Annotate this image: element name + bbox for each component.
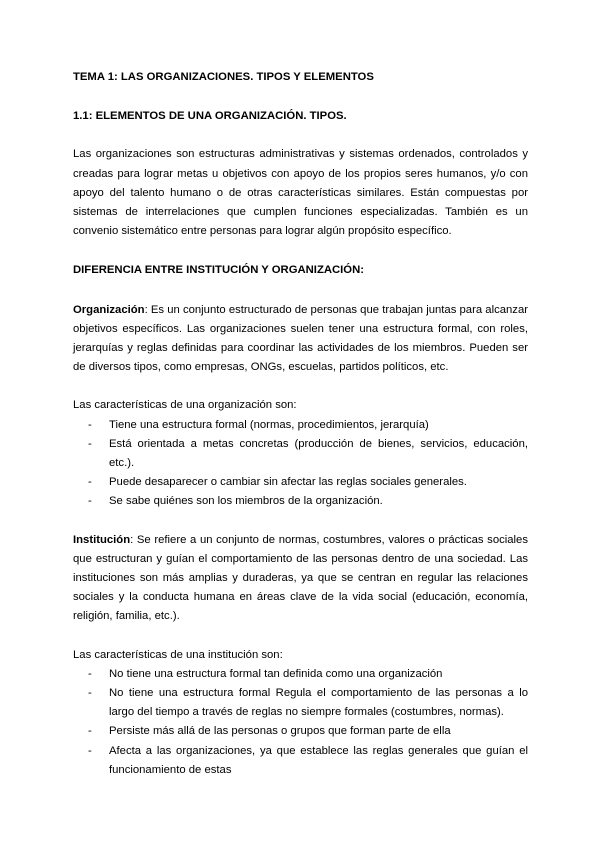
list-item-text: Tiene una estructura formal (normas, procedimientos, jerarquía) [109, 418, 429, 431]
list-item-text: No tiene una estructura formal Regula el comportamiento de las personas a lo largo del tiempo a través de reglas no siempre formales (costumbres, normas). [109, 687, 528, 719]
institution-definition: : Se refiere a un conjunto de normas, costumbres, valores o prácticas sociales que estructuran y guían el comportamiento de las personas dentro de una sociedad. Las instituciones son más amplias y duraderas, ya que se centran en regular las relaciones sociales y la conducta humana en áreas clave de la vida social (educación, economía, religión, familia, etc.). [73, 533, 528, 623]
list-item [73, 473, 528, 492]
list-marker: - [88, 667, 92, 680]
list-item-text: Puede desaparecer o cambiar sin afectar las reglas sociales generales. [109, 476, 467, 489]
list-marker: - [88, 725, 92, 738]
list-item [73, 665, 528, 684]
organization-definition: : Es un conjunto estructurado de personas que trabajan juntas para alcanzar objetivos específicos. Las organizaciones suelen tener una estructura formal, con roles, jerarquías y reglas definidas para coordinar las actividades de los miembros. Pueden ser de diversos tipos, como empresas, ONGs, escuelas, partidos políticos, etc. [73, 303, 528, 374]
list-item [73, 416, 528, 435]
list-marker: - [88, 418, 92, 431]
list-item-text: Se sabe quiénes son los miembros de la organización. [109, 495, 383, 508]
institution-list-intro: Las características de una institución son: [73, 648, 283, 661]
difference-heading: DIFERENCIA ENTRE INSTITUCIÓN Y ORGANIZACIÓN: [73, 264, 365, 277]
list-marker: - [88, 744, 92, 757]
list-item-text: Afecta a las organizaciones, ya que establece las reglas generales que guían el funcionamiento de estas [109, 744, 528, 776]
document-title: TEMA 1: LAS ORGANIZACIONES. TIPOS Y ELEMENTOS [73, 71, 374, 83]
list-item-text: Persiste más allá de las personas o grupos que forman parte de ella [109, 725, 451, 738]
list-item [73, 742, 528, 780]
list-marker: - [88, 687, 92, 700]
list-item-text: Está orientada a metas concretas (producción de bienes, servicios, educación, etc.). [109, 437, 528, 470]
organization-characteristics-list [73, 416, 528, 512]
list-item [73, 435, 528, 473]
list-item [73, 722, 528, 741]
list-item [73, 492, 528, 511]
list-marker: - [88, 476, 92, 489]
organization-list-intro: Las características de una organización son: [73, 399, 297, 412]
list-marker: - [88, 495, 92, 508]
document-page [73, 62, 528, 780]
list-item [73, 684, 528, 722]
institution-term: Institución [73, 533, 131, 546]
section-heading: 1.1: ELEMENTOS DE UNA ORGANIZACIÓN. TIPOS. [73, 110, 347, 123]
organization-paragraph [73, 301, 528, 378]
list-item-text: No tiene una estructura formal tan definida como una organización [109, 667, 443, 680]
institution-characteristics-list [73, 665, 528, 780]
institution-paragraph [73, 531, 528, 627]
organization-term: Organización [73, 303, 145, 316]
list-marker: - [88, 437, 92, 450]
intro-paragraph: Las organizaciones son estructuras administrativas y sistemas ordenados, controlados y creadas para lograr metas u objetivos con apoyo de los propios seres humanos, y/o con apoyo del talento humano o de otras características similares. Están compuestas por sistemas de interrelaciones que cumplen funciones especializadas. También es un convenio sistemático entre personas para lograr algún propósito específico. [73, 148, 528, 238]
